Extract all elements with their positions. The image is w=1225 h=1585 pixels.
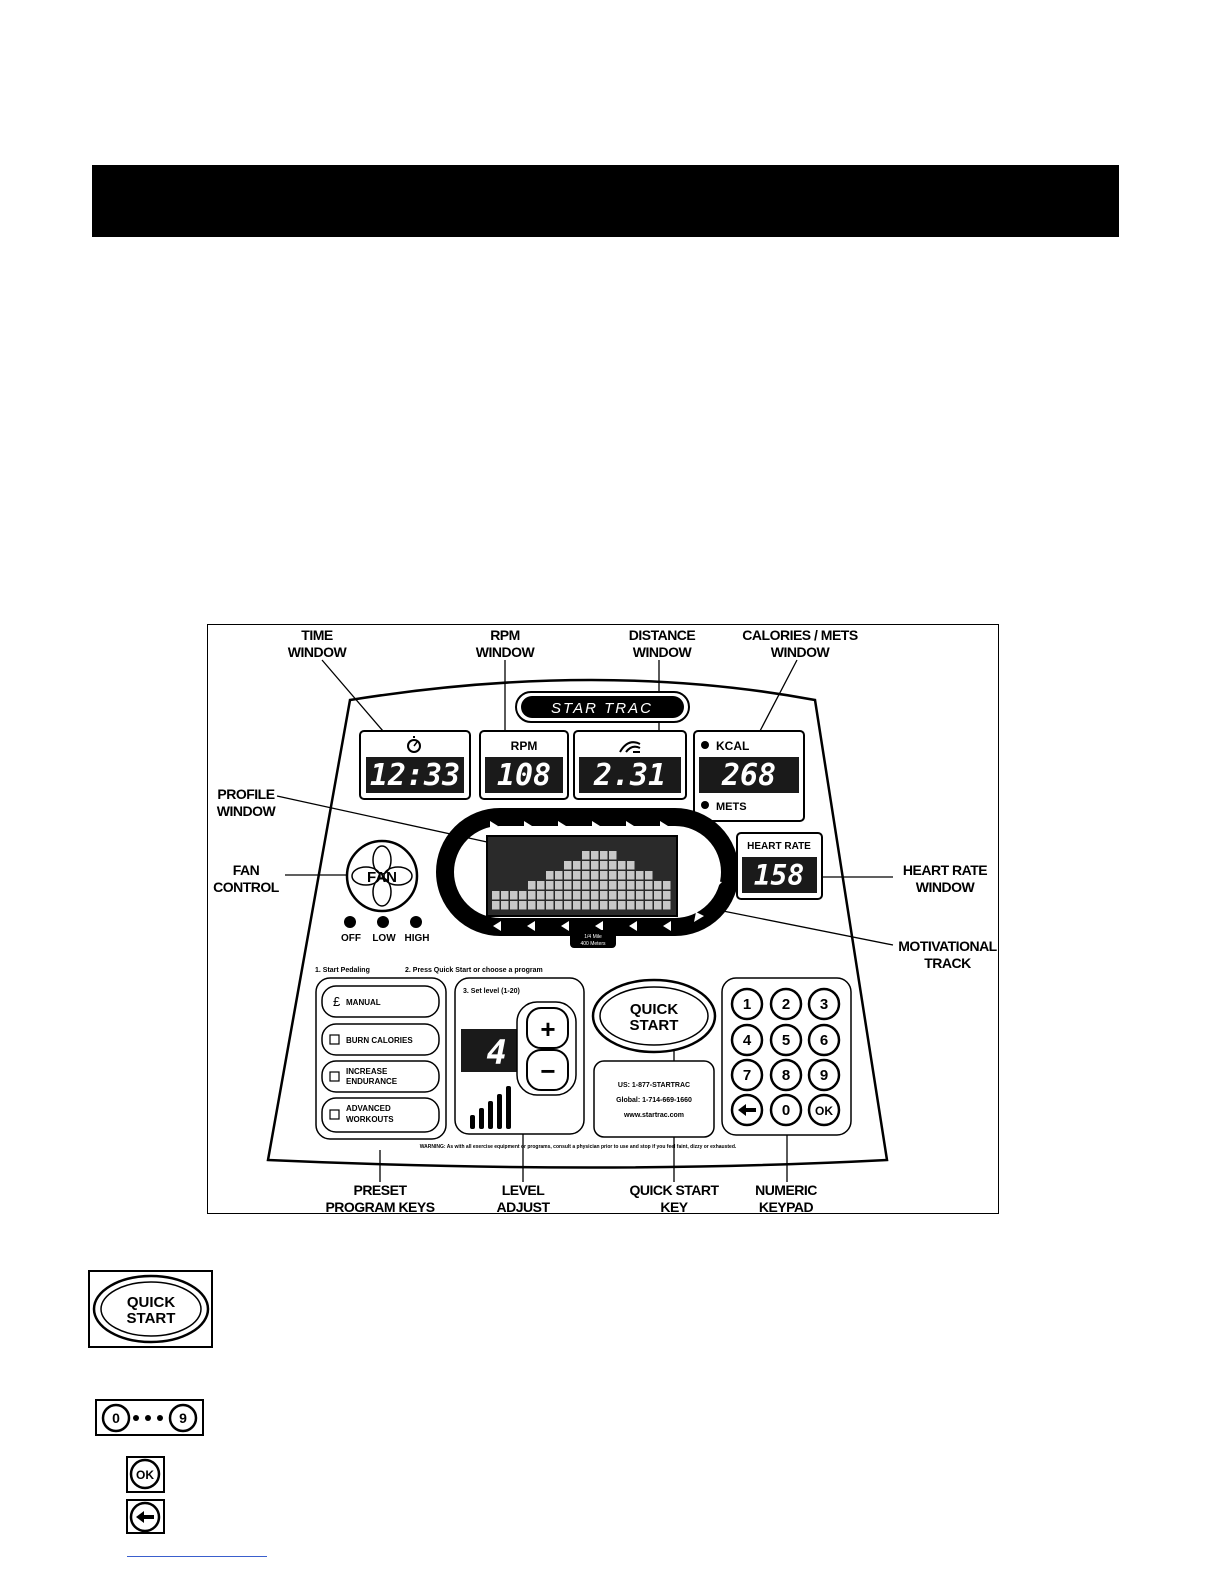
profile-dot [618, 901, 626, 910]
quick-start-button[interactable] [593, 980, 715, 1052]
legend-digit-first: 0 [112, 1410, 120, 1426]
label-rpm-window: RPM WINDOW [475, 627, 535, 660]
legend-digit-last: 9 [179, 1410, 187, 1426]
legend-quick-start-icon [94, 1276, 208, 1342]
contact-web: www.startrac.com [623, 1112, 685, 1119]
keypad-key-label: 4 [742, 1032, 752, 1049]
rpm-title: RPM [510, 739, 538, 753]
profile-dot [510, 891, 518, 900]
profile-dot [555, 901, 563, 910]
profile-dot [492, 901, 500, 910]
program-key-increase-endurance[interactable] [322, 1061, 439, 1092]
profile-dot [573, 871, 581, 880]
profile-dot [663, 891, 671, 900]
legend-ok-label: OK [136, 1468, 154, 1482]
profile-dot [618, 881, 626, 890]
keypad-key-label: 9 [819, 1067, 829, 1084]
fan-speed-high: HIGH [404, 933, 430, 944]
keypad-key-label: 6 [819, 1032, 829, 1049]
profile-dot [591, 901, 599, 910]
fan-speed-low: LOW [372, 933, 396, 944]
profile-dot [492, 891, 500, 900]
keypad-key-back[interactable] [732, 1095, 762, 1125]
minus-icon: − [540, 1056, 556, 1086]
profile-dot [501, 891, 509, 900]
profile-dot [627, 881, 635, 890]
fan-off-indicator [344, 916, 356, 928]
profile-dot [546, 891, 554, 900]
rpm-value: 108 [496, 758, 552, 793]
profile-dot [591, 851, 599, 860]
fan-label: FAN [367, 869, 397, 886]
mets-label: METS [716, 801, 747, 813]
instruction-step-3: 3. Set level (1-20) [463, 988, 520, 995]
profile-dot [600, 891, 608, 900]
kcal-label: KCAL [716, 739, 750, 753]
level-down-button[interactable] [527, 1050, 568, 1090]
profile-dot [609, 861, 617, 870]
profile-dot [609, 891, 617, 900]
program-key-advanced-workouts-line2: WORKOUTS [346, 1115, 394, 1124]
profile-dot [618, 891, 626, 900]
instruction-step-1: 1. Start Pedaling [315, 967, 370, 974]
profile-dot [573, 881, 581, 890]
profile-dot [618, 871, 626, 880]
profile-dot [528, 891, 536, 900]
keypad-key-9[interactable] [809, 1060, 839, 1090]
profile-dot [537, 891, 545, 900]
level-value: 4 [486, 1033, 507, 1073]
program-key-burn-calories[interactable] [322, 1024, 439, 1055]
fan-low-indicator [377, 916, 389, 928]
time-value: 12:33 [369, 758, 461, 793]
quick-start-line1: QUICK [629, 1001, 679, 1018]
kcal-indicator-icon [701, 741, 709, 749]
profile-dot [636, 871, 644, 880]
keypad-key-label: 5 [781, 1032, 791, 1049]
profile-dot [573, 901, 581, 910]
keypad-key-ok[interactable] [809, 1095, 839, 1125]
keypad-key-label: 1 [742, 996, 752, 1013]
program-key-advanced-workouts-line1: ADVANCED [346, 1104, 391, 1113]
profile-dot [636, 901, 644, 910]
keypad-key-4[interactable] [732, 1025, 762, 1055]
profile-dot [528, 901, 536, 910]
quick-start-line2: START [629, 1017, 679, 1034]
profile-dot [573, 861, 581, 870]
legend-quick-line2: START [126, 1310, 176, 1327]
keypad-key-2[interactable] [771, 989, 801, 1019]
profile-dot [555, 871, 563, 880]
keypad-key-label: 3 [819, 996, 829, 1013]
plus-icon: + [540, 1014, 556, 1044]
label-distance-window: DISTANCE WINDOW [628, 627, 696, 660]
profile-dot [645, 901, 653, 910]
warning-text: WARNING: As with all exercise equipment or programs, consult a physician prior to use and stop if you feel faint, dizzy or exhausted. [419, 1144, 737, 1150]
mets-indicator-icon [701, 801, 709, 809]
profile-dot [564, 871, 572, 880]
profile-dot [663, 901, 671, 910]
distance-value: 2.31 [593, 758, 667, 793]
keypad-key-5[interactable] [771, 1025, 801, 1055]
program-key-increase-endurance-line2: ENDURANCE [346, 1077, 398, 1086]
profile-dot [600, 851, 608, 860]
profile-dot [591, 891, 599, 900]
profile-dot [546, 881, 554, 890]
profile-dot [627, 861, 635, 870]
label-calories-window: CALORIES / METS WINDOW [742, 627, 858, 660]
profile-dot [501, 901, 509, 910]
label-profile-window: PROFILE WINDOW [216, 786, 276, 819]
profile-dot [582, 901, 590, 910]
profile-dot [537, 901, 545, 910]
contact-us: US: 1-877-STARTRAC [617, 1082, 691, 1089]
profile-dot [510, 901, 518, 910]
keypad-key-8[interactable] [771, 1060, 801, 1090]
program-key-manual-label: MANUAL [346, 998, 381, 1007]
profile-dot [582, 871, 590, 880]
label-fan-control: FAN CONTROL [213, 862, 279, 895]
profile-dot [645, 881, 653, 890]
footer-rule [127, 1556, 267, 1557]
heart-rate-title: HEART RATE [747, 841, 811, 852]
profile-dot [600, 871, 608, 880]
legend-quick-line1: QUICK [126, 1294, 176, 1311]
keypad-key-3[interactable] [809, 989, 839, 1019]
fan-high-indicator [410, 916, 422, 928]
keypad-key-6[interactable] [809, 1025, 839, 1055]
profile-dot [582, 851, 590, 860]
heart-rate-value: 158 [753, 859, 805, 892]
track-legend-line-2: 400 Meters [580, 941, 606, 947]
profile-dot [627, 871, 635, 880]
profile-dot [600, 881, 608, 890]
profile-dot [627, 901, 635, 910]
profile-dot [645, 891, 653, 900]
profile-dot [609, 851, 617, 860]
keypad-key-label: 8 [781, 1067, 791, 1084]
instruction-step-2: 2. Press Quick Start or choose a program [405, 967, 543, 974]
profile-dot [537, 881, 545, 890]
label-numeric-keypad: NUMERIC KEYPAD [755, 1182, 817, 1215]
contact-global: Global: 1-714-669-1660 [616, 1097, 692, 1104]
profile-dot [609, 901, 617, 910]
brand-logo: STAR TRAC [551, 700, 653, 717]
label-heart-rate-window: HEART RATE WINDOW [902, 862, 988, 895]
profile-dot [591, 871, 599, 880]
calories-value: 268 [721, 758, 777, 793]
fan-speed-off: OFF [341, 933, 361, 944]
profile-dot [528, 881, 536, 890]
profile-dot [519, 891, 527, 900]
profile-dot [600, 901, 608, 910]
label-preset-program-keys: PRESET PROGRAM KEYS [325, 1182, 435, 1215]
keypad-key-label: 2 [781, 996, 791, 1013]
label-quick-start-key: QUICK START KEY [629, 1182, 719, 1215]
profile-dot [591, 881, 599, 890]
profile-dot [645, 871, 653, 880]
profile-dot [609, 881, 617, 890]
track-legend-line-1: 1/4 Mile [584, 934, 602, 940]
profile-dot [654, 901, 662, 910]
program-key-burn-calories-label: BURN CALORIES [346, 1036, 413, 1045]
program-key-manual[interactable] [322, 986, 439, 1017]
profile-dot [654, 891, 662, 900]
profile-dot [582, 891, 590, 900]
profile-dot [600, 861, 608, 870]
keypad-key-label: OK [815, 1104, 833, 1118]
left-arrow-icon [131, 1503, 159, 1531]
profile-dot [654, 881, 662, 890]
profile-dot [555, 891, 563, 900]
profile-dot [573, 891, 581, 900]
profile-dot [636, 891, 644, 900]
profile-dot [618, 861, 626, 870]
profile-dot [609, 871, 617, 880]
profile-dot [582, 861, 590, 870]
keypad-key-label: 0 [781, 1102, 791, 1119]
keypad-key-1[interactable] [732, 989, 762, 1019]
program-key-increase-endurance-line1: INCREASE [346, 1067, 388, 1076]
program-key-advanced-workouts[interactable] [322, 1098, 439, 1132]
label-level-adjust: LEVEL ADJUST [496, 1182, 550, 1215]
label-motivational-track: MOTIVATIONAL TRACK [898, 938, 997, 971]
profile-dot [582, 881, 590, 890]
manual-icon: £ [333, 994, 341, 1009]
keypad-key-7[interactable] [732, 1060, 762, 1090]
profile-dot [555, 881, 563, 890]
profile-dot [546, 901, 554, 910]
profile-dot [636, 881, 644, 890]
profile-dot [591, 861, 599, 870]
profile-dot [519, 901, 527, 910]
keypad-key-label: 7 [742, 1067, 752, 1084]
profile-dot [564, 891, 572, 900]
label-time-window: TIME WINDOW [287, 627, 347, 660]
fan-button[interactable] [347, 841, 417, 911]
profile-dot [627, 891, 635, 900]
keypad-key-0[interactable] [771, 1095, 801, 1125]
profile-dot [564, 901, 572, 910]
profile-dot [564, 861, 572, 870]
profile-dot [546, 871, 554, 880]
profile-dot [663, 881, 671, 890]
profile-dot [564, 881, 572, 890]
level-up-button[interactable] [527, 1008, 568, 1048]
legend-ok-icon [131, 1460, 159, 1488]
